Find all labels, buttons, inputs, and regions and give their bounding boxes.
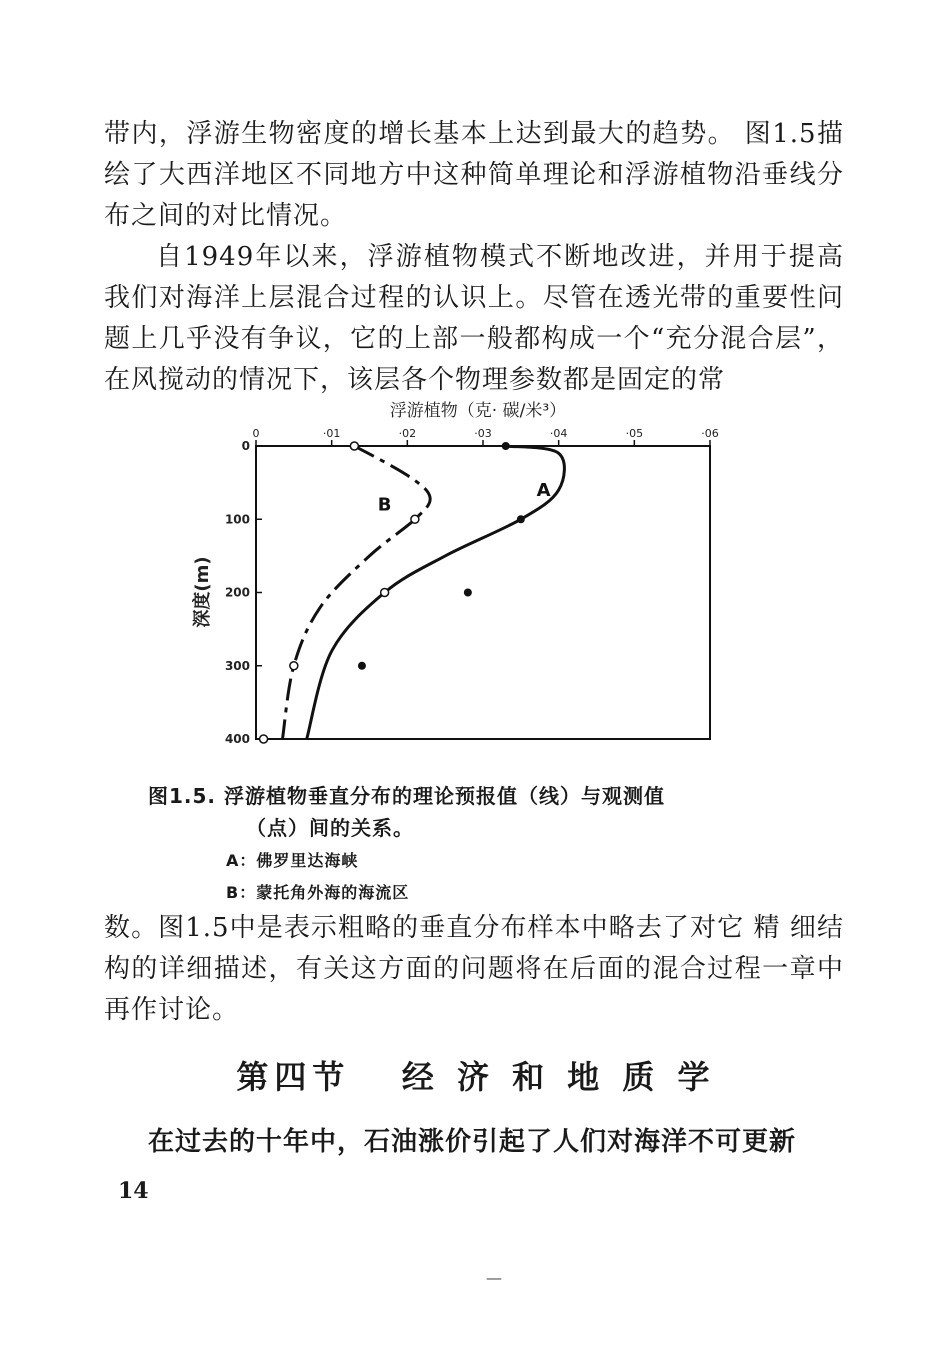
section-heading: 第四节 经 济 和 地 质 学: [236, 1058, 716, 1096]
observation-point-b: [411, 515, 419, 523]
curve-label: A: [536, 479, 551, 501]
paragraph-1: 带内，浮游生物密度的增长基本上达到最大的趋势。 图1.5描绘了大西洋地区不同地方中这种简单理论和浮游植物沿垂线分布之间的对比情况。: [104, 119, 844, 231]
y-tick-label: 0: [241, 439, 250, 453]
y-tick-label: 300: [224, 658, 250, 673]
x-tick-label: ·06: [701, 427, 719, 440]
legend-a: A：佛罗里达海峡: [226, 851, 359, 870]
figure-caption-continuation: （点）间的关系。: [246, 816, 414, 840]
x-tick-label: ·01: [322, 427, 341, 440]
observation-points: [260, 442, 525, 743]
curve-labels: [378, 480, 551, 516]
x-tick-label: 0: [252, 427, 260, 440]
paragraph-3: 数。图1.5中是表示粗略的垂直分布样本中略去了对它 精 细结构的详细描述，有关这方面的问题将在后面的混合过程一章中再作讨论。: [104, 913, 844, 1025]
observation-point-a: [464, 589, 472, 597]
figure-caption-title: 图1.5. 浮游植物垂直分布的理论预报值（线）与观测值: [148, 784, 665, 808]
observation-point-a: [358, 662, 366, 670]
y-axis-label: 深度(m): [192, 556, 213, 628]
plot-frame: [256, 446, 710, 739]
x-tick-label: ·05: [625, 427, 644, 440]
legend-b: B：蒙托角外海的海流区: [226, 883, 410, 902]
page-number: 14: [118, 1178, 149, 1204]
observation-point-b: [381, 589, 389, 597]
y-tick-label: 200: [224, 585, 250, 600]
y-tick-label: 400: [224, 732, 250, 746]
observation-point-a: [517, 515, 525, 523]
curve-b-montauk-current: [283, 446, 431, 739]
observation-point-b: [350, 442, 358, 450]
curve-a-florida-strait: [307, 446, 565, 739]
x-tick-label: ·03: [474, 427, 492, 440]
y-tick-label: 100: [224, 512, 250, 527]
observation-point-a: [502, 442, 510, 450]
observation-point-b: [260, 735, 268, 743]
phytoplankton-depth-chart: [180, 392, 740, 772]
paragraph-2: 自1949年以来，浮游植物模式不断地改进，并用于提高我们对海洋上层混合过程的认识上。尽管在透光带的重要性问题上几乎没有争议，它的上部一般都构成一个“充分混合层”，在风搅动的情况下，该层各个物理参数都是固定的常: [104, 242, 844, 395]
x-tick-label: ·02: [398, 427, 417, 440]
x-ticks: [253, 427, 719, 446]
paragraph-4: 在过去的十年中，石油涨价引起了人们对海洋不可更新: [148, 1127, 797, 1157]
x-axis-label: 浮游植物（克· 碳/米³）: [389, 401, 567, 421]
curve-label: B: [377, 494, 392, 516]
observation-point-b: [290, 662, 298, 670]
bottom-mark: —: [486, 1268, 502, 1287]
x-tick-label: ·04: [549, 427, 568, 440]
